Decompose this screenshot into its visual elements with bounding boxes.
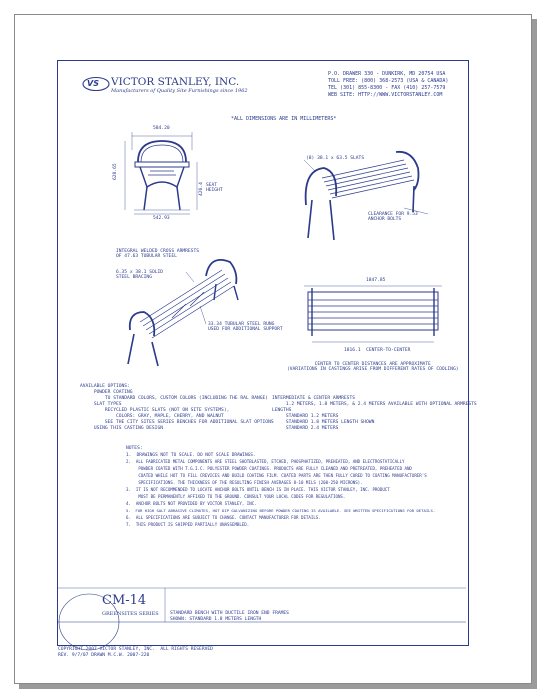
end-view (125, 132, 197, 214)
product-description: STANDARD BENCH WITH DUCTILE IRON END FRAMES (170, 611, 289, 616)
note-line: 6. ALL SPECIFICATIONS ARE SUBJECT TO CHANGE. CONTACT MANUFACTURER FOR DETAILS. (126, 515, 321, 520)
options-line: STANDARD 1.8 METERS LENGTH SHOWN (272, 420, 375, 425)
bracing-callout: 6.35 x 38.1 SOLID STEEL BRACING (116, 270, 164, 281)
product-description: SHOWN: STANDARD 1.8 METERS LENGTH (170, 617, 262, 622)
note-line: 2. ALL FABRICATED METAL COMPONENTS ARE STEEL SHOTBLASTED, ETCHED, PHOSPHATIZED, PREHEATED, AND ELECTROSTATICALLY (126, 459, 405, 464)
options-line: POWDER COATING (80, 390, 133, 395)
perspective-view-top (304, 152, 428, 240)
note-line: 7. THIS PRODUCT IS SHIPPED PARTIALLY UNASSEMBLED. (126, 522, 250, 527)
options-line: USING THIS CASTING DESIGN (80, 426, 163, 431)
note-line: 1. DRAWINGS NOT TO SCALE. DO NOT SCALE DRAWINGS. (126, 453, 256, 458)
armrests-callout: INTEGRAL WELDED CROSS ARMRESTS OF 47.63 TUBULAR STEEL (116, 249, 199, 260)
clearance-callout: CLEARANCE FOR 9.53 ANCHOR BOLTS (368, 212, 418, 223)
note-line: 4. ANCHOR BOLTS NOT PROVIDED BY VICTOR STANLEY, INC. (126, 501, 257, 506)
dim-overall-length: 1847.85 (366, 278, 386, 283)
rung-callout: 33.34 TUBULAR STEEL RUNG USED FOR ADDITIONAL SUPPORT (208, 322, 283, 333)
note-line: 5. FOR HIGH SALT ABRASIVE CLIMATES, HOT DIP GALVANIZING BEFORE POWDER COATING IS AVAILABLE. SEE WRITTEN SPECIFICATIONS FOR DETAILS. (126, 508, 436, 513)
company-name: VICTOR STANLEY, INC. (111, 76, 240, 88)
dim-center-to-center: 1816.1 CENTER-TO-CENTER (344, 348, 411, 353)
address-line: P.O. DRAWER 330 - DUNKIRK, MD 20754 USA (328, 71, 446, 77)
company-tagline: Manufacturers of Quality Site Furnishings since 1962 (111, 88, 248, 94)
address-line: TOLL FREE: (800) 368-2573 (USA & CANADA) (328, 78, 449, 84)
options-line: SEE THE CITY SITES SERIES BENCHES FOR ADDITIONAL SLAT OPTIONS (80, 420, 274, 425)
series-name: GREENSITES SERIES (102, 611, 159, 617)
seat-height-label: SEAT HEIGHT (206, 183, 223, 194)
note-line: SPECIFICATIONS. THE THICKNESS OF THE RESULTING FINISH AVERAGES 8-10 MILS (200-250 MICRONS). (126, 480, 363, 485)
address-line: WEB SITE: HTTP://WWW.VICTORSTANLEY.COM (328, 92, 443, 98)
dim-bottom-width: 542.93 (153, 216, 170, 221)
options-line: TO STANDARD COLORS, CUSTOM COLORS (INCLUDING THE RAL RANGE) (80, 396, 269, 401)
note-line: MUST BE PERMANENTLY AFFIXED TO THE GROUND. CONSULT YOUR LOCAL CODES FOR REGULATIONS. (126, 494, 346, 499)
model-number: CM-14 (102, 593, 147, 608)
address-line: TEL (301) 855-8300 - FAX (410) 257-7579 (328, 85, 446, 91)
plan-view (304, 286, 442, 342)
options-line: STANDARD 2.4 METERS (272, 426, 339, 431)
options-line: STANDARD 1.2 METERS (272, 414, 339, 419)
options-line: AVAILABLE OPTIONS: (80, 384, 130, 389)
dim-seat-height: 426.4 (199, 182, 204, 196)
revision-line: REV. 9/7/07 DRAWN M.C.W. 2007-220 (58, 653, 150, 658)
options-line: 1.2 METERS, 1.8 METERS, & 2.4 METERS AVAILABLE WITH OPTIONAL ARMRESTS (272, 402, 477, 407)
dim-height: 628.65 (113, 163, 118, 180)
note-line: COATED WHILE HOT TO FILL CREVICES AND BUILD COATING FILM. COATED PARTS ARE THEN FULLY CURED TO COATING MANUFACTURER'S (126, 473, 427, 478)
options-line: LENGTHS (272, 408, 292, 413)
notes-heading: NOTES: (126, 446, 143, 451)
dim-top-width: 584.20 (153, 126, 170, 131)
copyright-line: COPYRIGHT 2007 VICTOR STANLEY, INC. ALL RIGHTS RESERVED (58, 647, 213, 652)
center-distance-note: CENTER TO CENTER DISTANCES ARE APPROXIMATE (VARIATIONS IN CASTINGS ARISE FROM DIFFERENT RATES OF COOLING) (287, 362, 459, 373)
options-line: SLAT TYPES (80, 402, 122, 407)
company-logo-icon: VS (87, 79, 99, 88)
options-line: INTERMEDIATE & CENTER ARMRESTS (272, 396, 355, 401)
units-note: *ALL DIMENSIONS ARE IN MILLIMETERS* (231, 116, 337, 122)
note-line: POWDER COATED WITH T.G.I.C. POLYESTER POWDER COATINGS. PRODUCTS ARE FULLY CLEANED AND PRETREATED, PREHEATED AND (126, 466, 412, 471)
options-line: COLORS: GRAY, MAPLE, CHERRY, AND WALNUT (80, 414, 224, 419)
slats-callout: (8) 38.1 x 63.5 SLATS (306, 156, 365, 161)
note-line: 3. IT IS NOT RECOMMENDED TO LOCATE ANCHOR BOLTS UNTIL BENCH IS IN PLACE. THIS VICTOR STANLEY, INC. PRODUCT (126, 487, 390, 492)
options-line: RECYCLED PLASTIC SLATS (NOT ON SITE SYSTEMS), (80, 408, 230, 413)
